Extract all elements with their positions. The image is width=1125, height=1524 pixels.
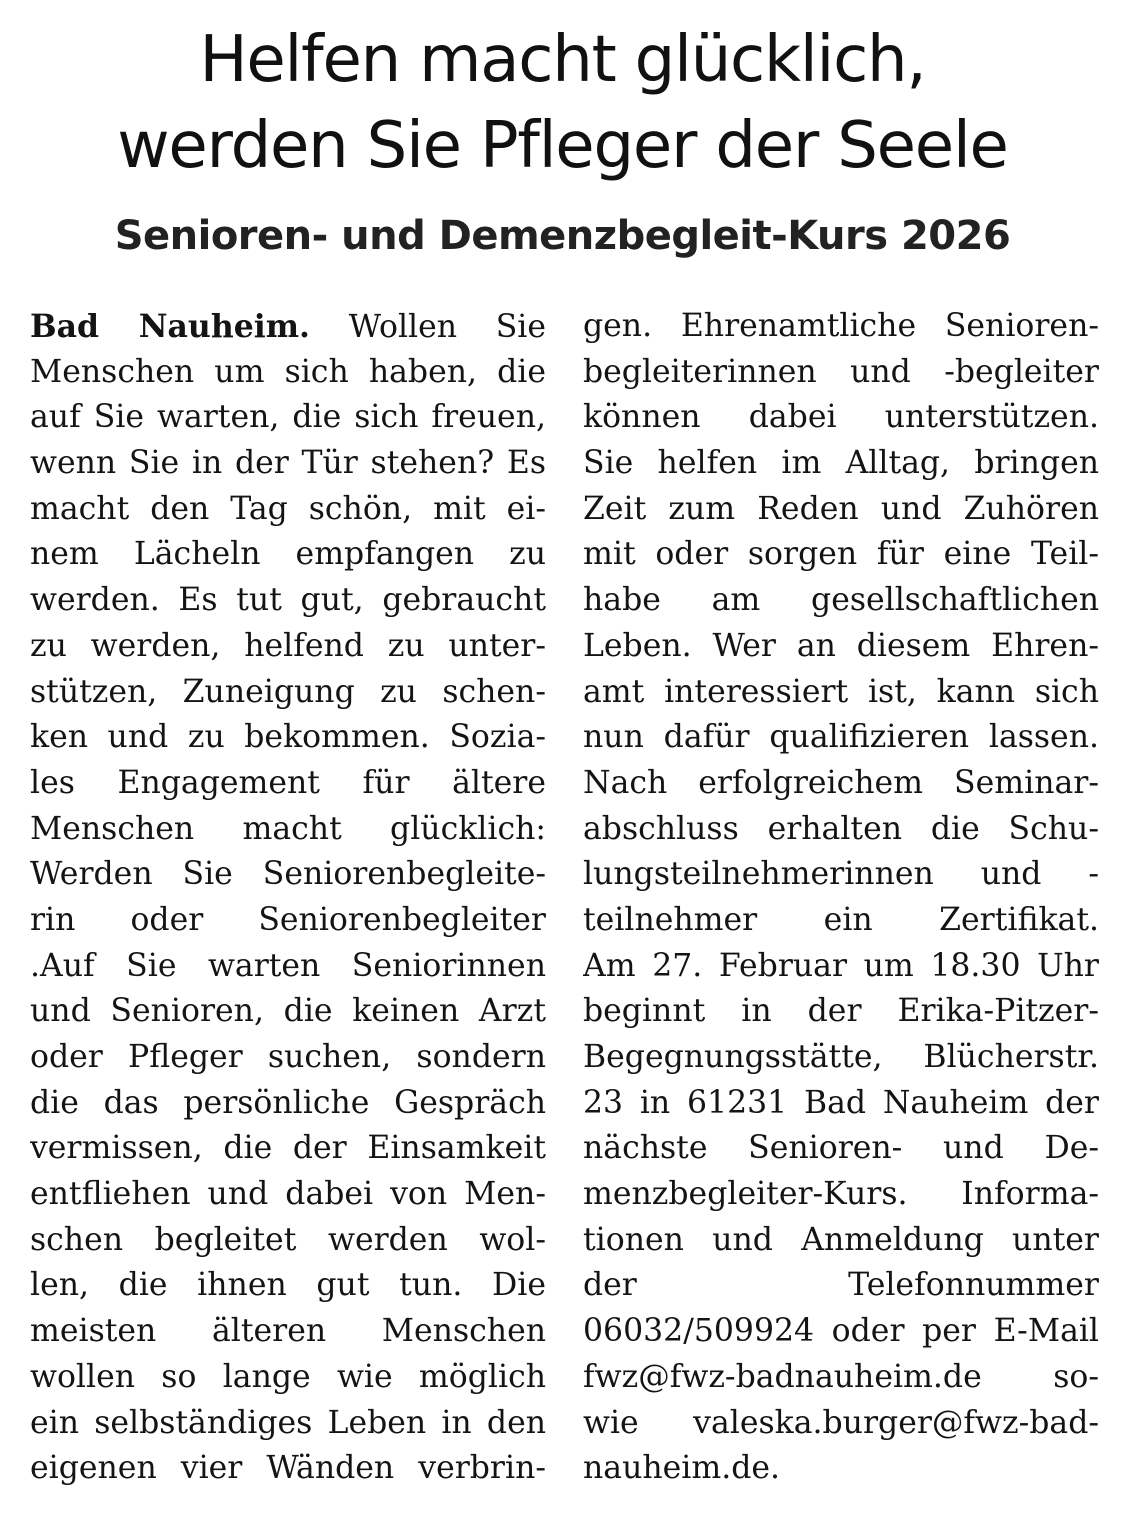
text-line: teilnehmer ein Zertifikat.	[583, 901, 1099, 938]
text-line: auf Sie warten, die sich freuen,	[30, 399, 546, 436]
text-line: 06032/509924 oder per E-Mail	[583, 1313, 1099, 1350]
text-line: amt interessiert ist, kann sich	[583, 673, 1099, 710]
text-line: habe am gesellschaftlichen	[583, 582, 1099, 619]
text-line: fwz@fwz-badnauheim.de so-	[583, 1358, 1099, 1395]
text-line: macht den Tag schön, mit ei-	[30, 490, 546, 527]
text-line: wenn Sie in der Tür stehen? Es	[30, 445, 546, 482]
text-line: mit oder sorgen für eine Teil-	[583, 536, 1099, 573]
text-line: lungsteilnehmerinnen und -	[583, 856, 1099, 893]
article-column-right	[583, 304, 1099, 1492]
text-line: die das persönliche Gespräch	[30, 1084, 546, 1121]
subheadline: Senioren- und Demenzbegleit-Kurs 2026	[114, 213, 1011, 259]
text-line: meisten älteren Menschen	[30, 1313, 546, 1350]
text-line: 23 in 61231 Bad Nauheim der	[583, 1084, 1099, 1121]
text-line: eigenen vier Wänden verbrin-	[30, 1450, 546, 1487]
dateline: Bad Nauheim.	[30, 308, 311, 345]
text-line: können dabei unterstützen.	[583, 399, 1099, 436]
text-line: Am 27. Februar um 18.30 Uhr	[583, 947, 1099, 984]
headline-line-2: werden Sie Pfleger der Seele	[117, 109, 1008, 183]
text-line: ein selbständiges Leben in den	[30, 1404, 546, 1441]
text-line: oder Pfleger suchen, sondern	[30, 1039, 546, 1075]
text-line: stützen, Zuneigung zu schen-	[30, 673, 546, 710]
text-line: les Engagement für ältere	[30, 764, 546, 801]
text-line: Begegnungsstätte, Blücherstr.	[583, 1039, 1099, 1075]
text-line: beginnt in der Erika-Pitzer-	[583, 993, 1099, 1030]
text-line: nauheim.de.	[583, 1450, 781, 1487]
text-line: len, die ihnen gut tun. Die	[30, 1267, 546, 1304]
text-line: nächste Senioren- und De-	[583, 1130, 1099, 1167]
text-line	[30, 304, 546, 350]
text-line: schen begleitet werden wol-	[30, 1221, 546, 1258]
text-line: nun dafür qualifizieren lassen.	[583, 719, 1099, 756]
text-line: begleiterinnen und -begleiter	[583, 353, 1099, 390]
text-line-continuation: Wollen Sie	[348, 309, 546, 345]
headline-line-1: Helfen macht glücklich,	[199, 23, 926, 97]
text-line: der Telefonnummer	[583, 1267, 1099, 1304]
text-line: gen. Ehrenamtliche Senioren-	[583, 308, 1099, 344]
text-line: tionen und Anmeldung unter	[583, 1221, 1099, 1258]
article-column-left	[30, 304, 546, 1492]
text-line: rin oder Seniorenbegleiter	[30, 901, 546, 938]
text-line: Nach erfolgreichem Seminar-	[583, 764, 1099, 801]
text-line: Menschen um sich haben, die	[30, 353, 546, 390]
text-line: entfliehen und dabei von Men-	[30, 1176, 546, 1213]
text-line: wollen so lange wie möglich	[30, 1358, 546, 1395]
text-line: zu werden, helfend zu unter-	[30, 627, 546, 664]
text-line: abschluss erhalten die Schu-	[583, 810, 1099, 847]
text-line: vermissen, die der Einsamkeit	[30, 1130, 546, 1167]
text-line: und Senioren, die keinen Arzt	[30, 993, 546, 1030]
text-line: nem Lächeln empfangen zu	[30, 536, 546, 573]
text-line: Menschen macht glücklich:	[30, 810, 546, 847]
text-line: Sie helfen im Alltag, bringen	[583, 445, 1099, 482]
text-line: Zeit zum Reden und Zuhören	[583, 490, 1099, 527]
text-line: menzbegleiter-Kurs. Informa-	[583, 1176, 1099, 1213]
text-line: wie valeska.burger@fwz-bad-	[583, 1404, 1099, 1441]
text-line: Leben. Wer an diesem Ehren-	[583, 627, 1099, 664]
text-line: Werden Sie Seniorenbegleite-	[30, 856, 546, 893]
text-line: .Auf Sie warten Seniorinnen	[30, 947, 546, 984]
text-line: werden. Es tut gut, gebraucht	[30, 582, 546, 619]
text-line: ken und zu bekommen. Sozia-	[30, 719, 546, 756]
